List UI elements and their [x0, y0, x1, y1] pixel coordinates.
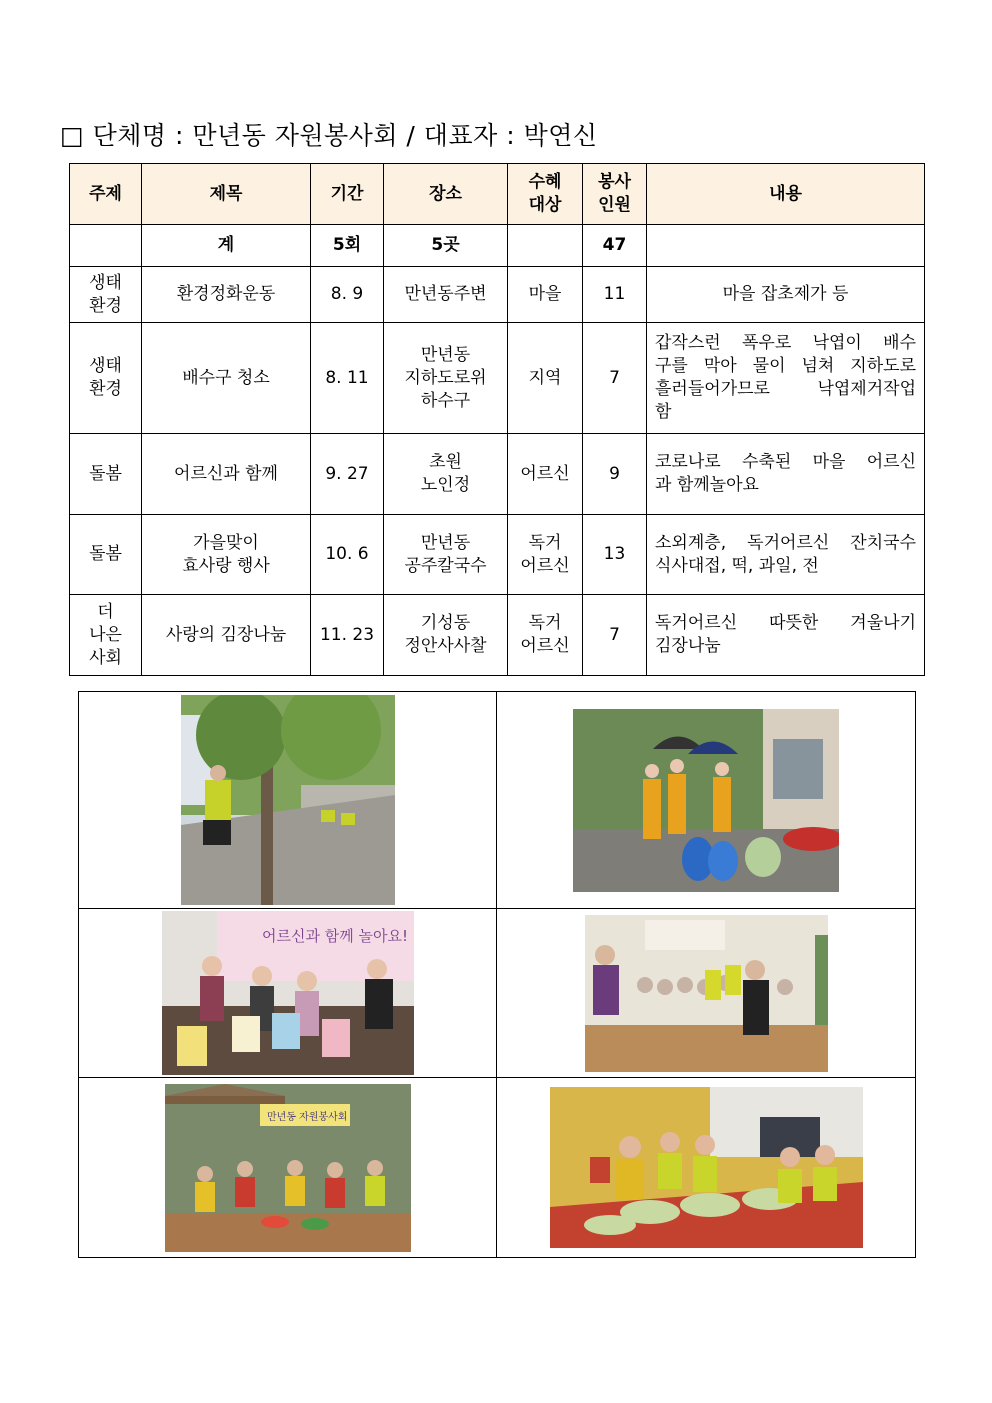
- cell-place: 만년동주변: [384, 267, 508, 323]
- cell-place: 만년동 공주칼국수: [384, 515, 508, 595]
- total-place: 5곳: [384, 225, 508, 267]
- cell-title: 환경정화운동: [142, 267, 311, 323]
- cell-content: 코로나로 수축된 마을 어르신 과 함께놀아요: [647, 434, 925, 515]
- cell-place: 초원 노인정: [384, 434, 508, 515]
- cell-place: 기성동 정안사사찰: [384, 595, 508, 676]
- header-title: 제목: [142, 164, 311, 225]
- cell-volunteers: 7: [583, 595, 647, 676]
- cell-subject: 생태 환경: [70, 323, 142, 434]
- header-volunteers: 봉사 인원: [583, 164, 647, 225]
- cell-place: 만년동 지하도로위 하수구: [384, 323, 508, 434]
- total-volunteers: 47: [583, 225, 647, 267]
- photo-cell: [497, 692, 916, 909]
- cell-title: 어르신과 함께: [142, 434, 311, 515]
- cell-title: 가을맞이 효사랑 행사: [142, 515, 311, 595]
- photo-elders-together: [162, 911, 414, 1075]
- banner-text-kimjang: 만년동 자원봉사회: [266, 1111, 347, 1123]
- photo-drain-cleaning: [573, 709, 839, 892]
- header-beneficiary: 수혜 대상: [508, 164, 583, 225]
- photo-cell: [79, 909, 497, 1078]
- table-row: [70, 595, 925, 676]
- header-subject: 주제: [70, 164, 142, 225]
- photo-cell: [497, 909, 916, 1078]
- photo-grid: [78, 691, 916, 1258]
- header-period: 기간: [311, 164, 384, 225]
- photo-kimjang-indoor: [550, 1087, 863, 1248]
- table-row: [70, 323, 925, 434]
- cell-period: 11. 23: [311, 595, 384, 676]
- cell-subject: 돌봄: [70, 515, 142, 595]
- page-heading: □ 단체명 : 만년동 자원봉사회 / 대표자 : 박연신: [60, 121, 598, 150]
- cell-subject: 더 나은 사회: [70, 595, 142, 676]
- cell-content: 마을 잡초제가 등: [647, 267, 925, 323]
- header-place: 장소: [384, 164, 508, 225]
- cell-beneficiary: 마을: [508, 267, 583, 323]
- photo-cell: [79, 692, 497, 909]
- cell-content: 갑작스런 폭우로 낙엽이 배수 구를 막아 물이 넘쳐 지하도로 흘러들어가므로 낙엽제거작업 함: [647, 323, 925, 434]
- cell-period: 8. 9: [311, 267, 384, 323]
- table-row: [70, 515, 925, 595]
- total-label: 계: [142, 225, 311, 267]
- cell-volunteers: 11: [583, 267, 647, 323]
- cell-title: 배수구 청소: [142, 323, 311, 434]
- cell-period: 8. 11: [311, 323, 384, 434]
- table-row: [70, 267, 925, 323]
- header-content: 내용: [647, 164, 925, 225]
- cell-beneficiary: 독거 어르신: [508, 595, 583, 676]
- table-row: [70, 434, 925, 515]
- photo-cell: [497, 1078, 916, 1258]
- cell-subject: 돌봄: [70, 434, 142, 515]
- cell-period: 10. 6: [311, 515, 384, 595]
- photo-elders-activity: [585, 915, 828, 1072]
- cell-volunteers: 9: [583, 434, 647, 515]
- cell-content: 독거어르신 따뜻한 겨울나기 김장나눔: [647, 595, 925, 676]
- cell-beneficiary: 지역: [508, 323, 583, 434]
- activity-table: [69, 163, 925, 676]
- total-row: [70, 225, 925, 267]
- cell-volunteers: 7: [583, 323, 647, 434]
- cell-content: 소외계층, 독거어르신 잔치국수 식사대접, 떡, 과일, 전: [647, 515, 925, 595]
- cell-title: 사랑의 김장나눔: [142, 595, 311, 676]
- photo-cell: [79, 1078, 497, 1258]
- cell-volunteers: 13: [583, 515, 647, 595]
- photo-street-cleanup: [181, 695, 395, 905]
- photo-kimjang-outdoor: [165, 1084, 411, 1252]
- cell-beneficiary: 독거 어르신: [508, 515, 583, 595]
- cell-period: 9. 27: [311, 434, 384, 515]
- cell-subject: 생태 환경: [70, 267, 142, 323]
- cell-beneficiary: 어르신: [508, 434, 583, 515]
- table-header-row: [70, 164, 925, 225]
- total-period: 5회: [311, 225, 384, 267]
- banner-text-elders: 어르신과 함께 놀아요!: [261, 927, 408, 945]
